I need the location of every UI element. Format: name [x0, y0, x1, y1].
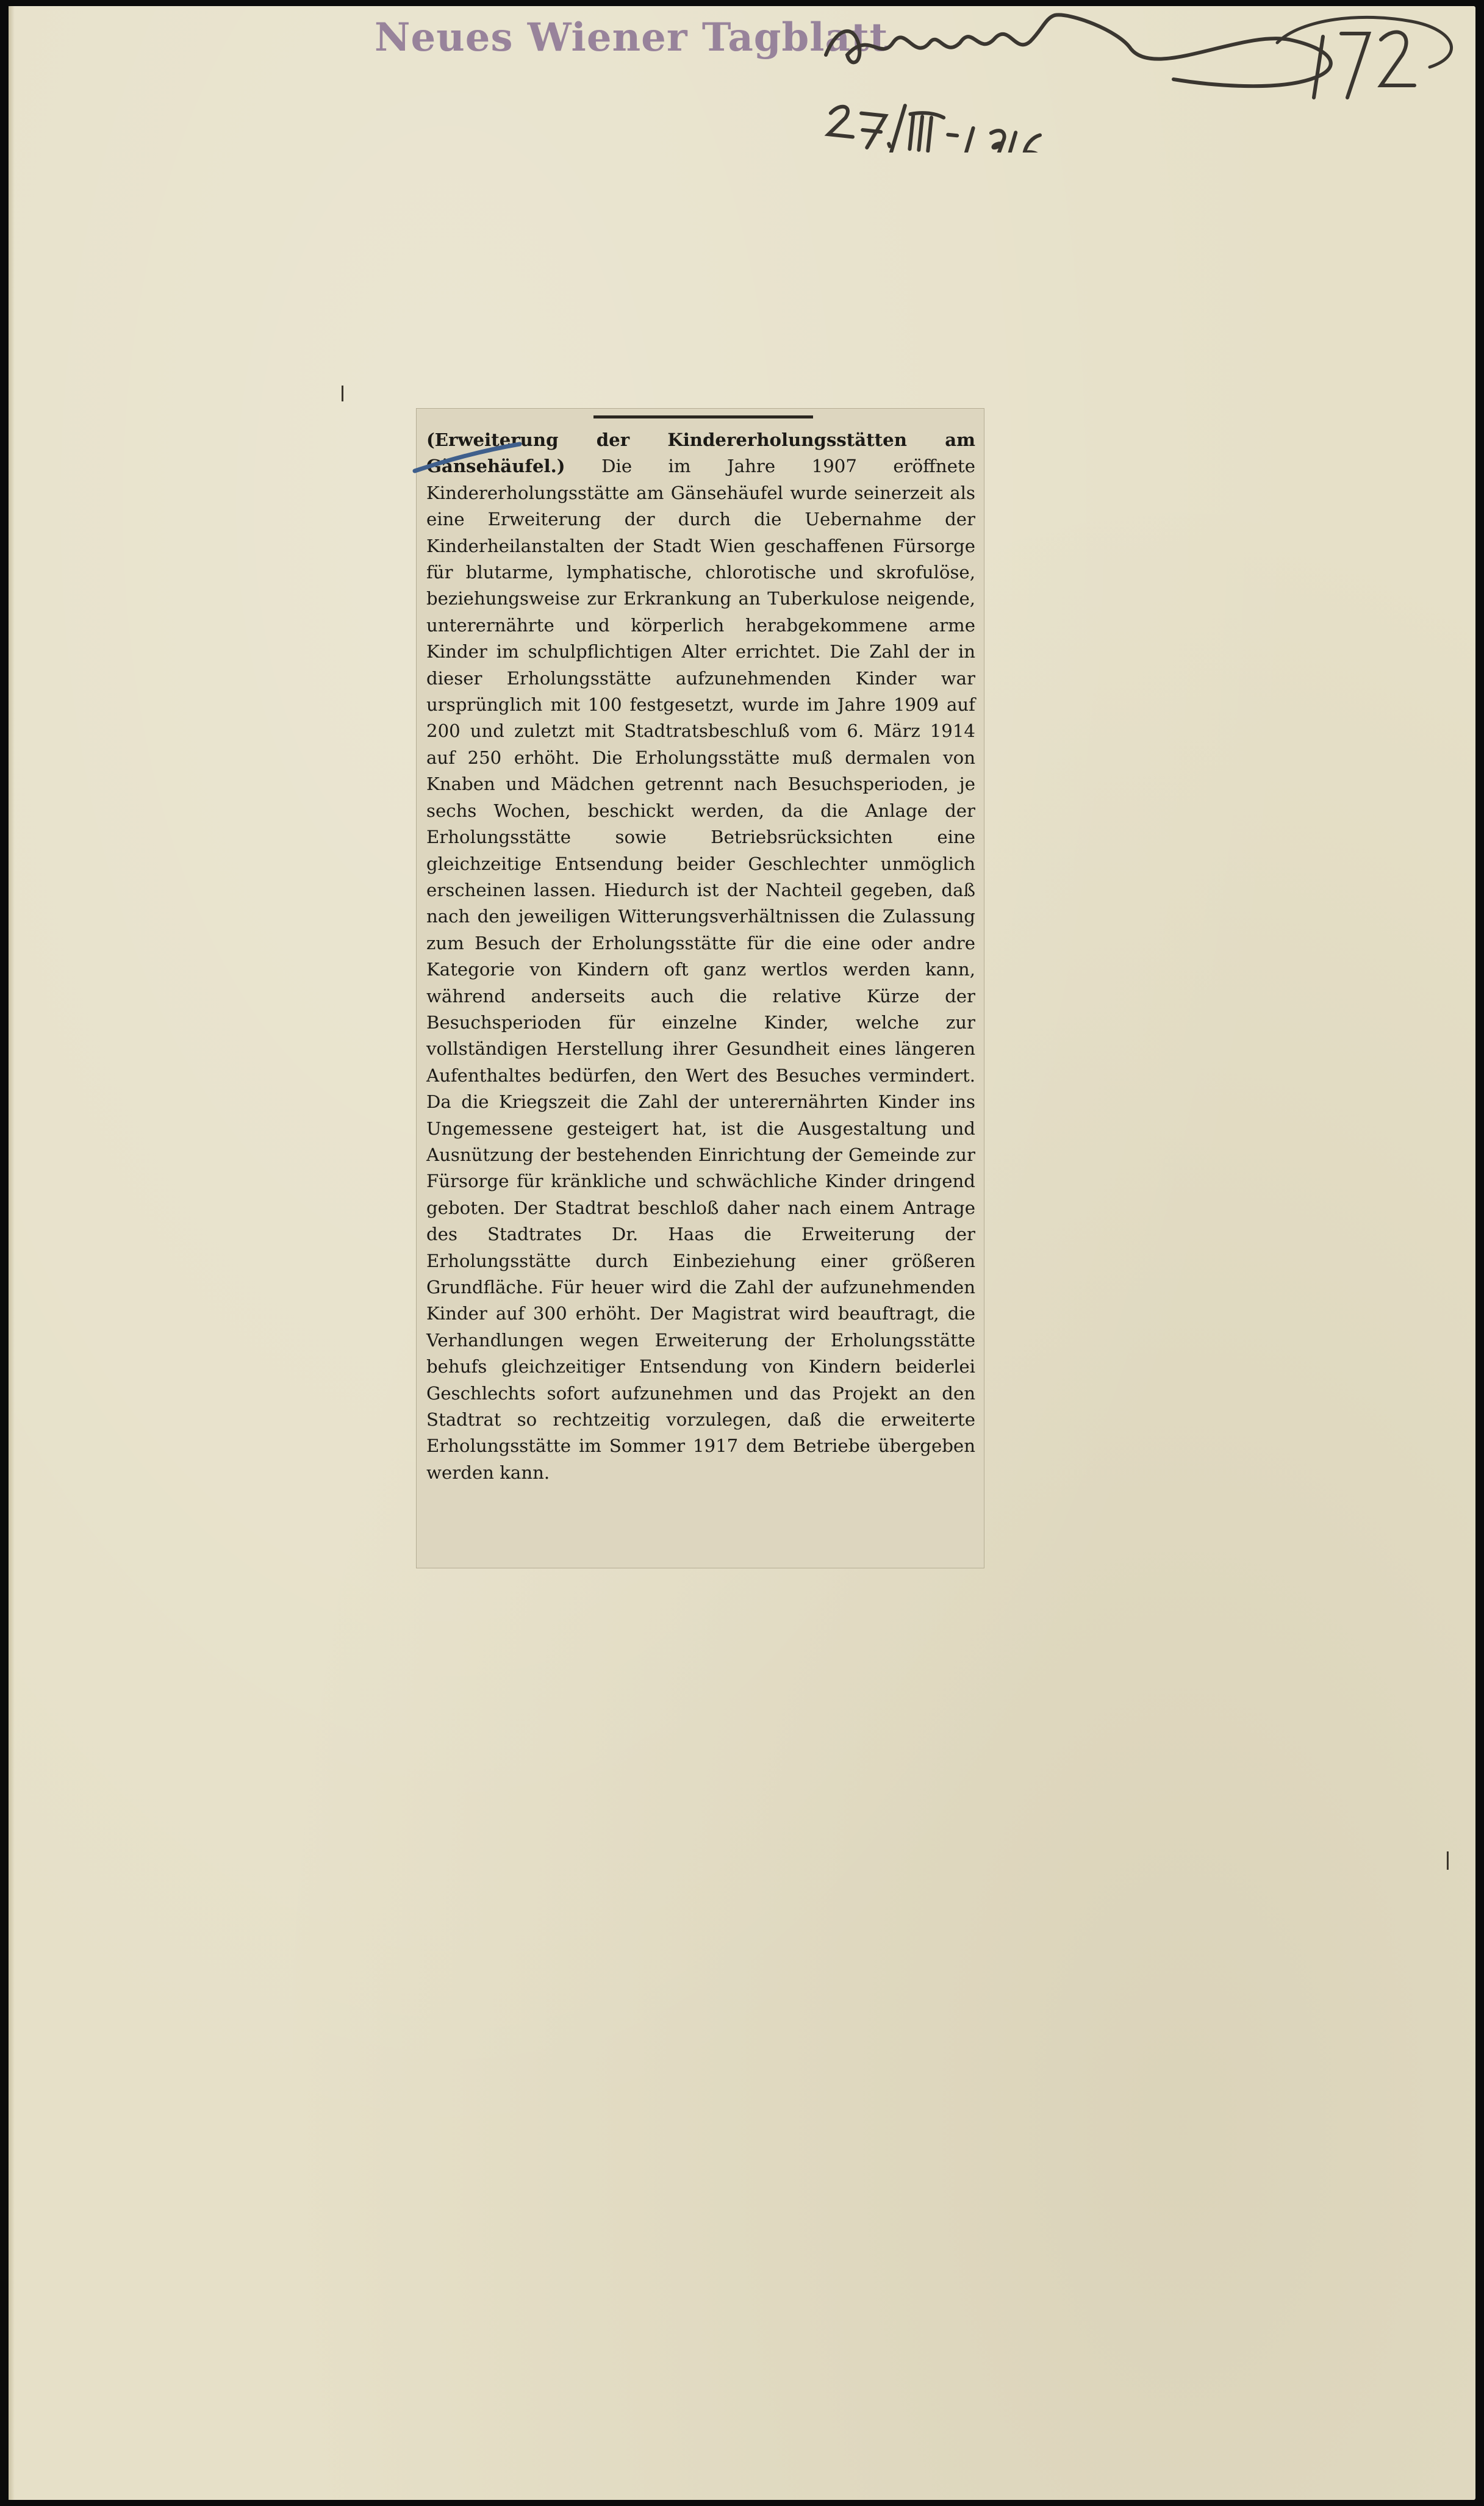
newspaper-clipping [417, 409, 984, 1568]
top-rule [593, 415, 813, 418]
article-heading: (Erweiterung der Kindererholungsstätten am Gänsehäufel.) [426, 429, 975, 477]
article-body: Die im Jahre 1907 eröffnete Kindererholungsstätte am Gänsehäufel wurde seinerzeit als eine Erweiterung der durch die Uebernahme der Kinderheilanstalten der Stadt Wien geschaffenen Fürsorge für blutarme, lymphatische, chlorotische und skrofulöse, beziehungsweise zur Erkrankung an Tuberkulose neigende, unterernährte und körperlich herabgekommene arme Kinder im schulpflichtigen Alter errichtet. Die Zahl der in dieser Erholungsstätte aufzunehmenden Kinder war ursprünglich mit 100 festgesetzt, wurde im Jahre 1909 auf 200 und zuletzt mit Stadtratsbeschluß vom 6. März 1914 auf 250 erhöht. Die Erholungsstätte muß dermalen von Knaben und Mädchen getrennt nach Besuchsperioden, je sechs Wochen, beschickt werden, da die Anlage der Erholungsstätte sowie Betriebsrücksichten eine gleichzeitige Entsendung beider Geschlechter unmöglich erscheinen lassen. Hiedurch ist der Nachteil gegeben, daß nach den jeweiligen Witterungsverhältnissen die Zulassung zum Besuch der Erholungsstätte für die eine oder andre Kategorie von Kindern oft ganz wertlos werden kann, während anderseits auch die relative Kürze der Besuchsperioden für einzelne Kinder, welche zur vollständigen Herstellung ihrer Gesundheit eines längeren Aufenthaltes bedürfen, den Wert des Besuches vermindert. Da die Kriegszeit die Zahl der unterernährten Kinder ins Ungemessene gesteigert hat, ist die Ausgestaltung und Ausnützung der bestehenden Einrichtung der Gemeinde zur Fürsorge für kränkliche und schwächliche Kinder dringend geboten. Der Stadtrat beschloß daher nach einem Antrage des Stadtrates Dr. Haas die Erweiterung der Erholungsstätte durch Einbeziehung einer größeren Grundfläche. Für heuer wird die Zahl der aufzunehmenden Kinder auf 300 erhöht. Der Magistrat wird beauftragt, die Verhandlungen wegen Erweiterung der Erholungsstätte behufs gleichzeitiger Entsendung von Kindern beiderlei Geschlechts sofort aufzunehmen und das Projekt an den Stadtrat so rechtzeitig vorzulegen, daß die erweiterte Erholungsstätte im Sommer 1917 dem Betriebe übergeben werden kann. [426, 456, 975, 1483]
handwritten-annotation [814, 6, 1472, 153]
margin-tick-right [1447, 1851, 1449, 1870]
blue-pencil-mark [410, 439, 526, 476]
sheet-edge-shadow [9, 6, 15, 2500]
handwritten-word [826, 15, 1331, 86]
article-text [426, 427, 975, 1486]
handwritten-folio [1277, 17, 1452, 98]
handwritten-date [827, 98, 1044, 153]
margin-tick-left [342, 386, 343, 401]
newspaper-stamp: Neues Wiener Tagblatt [375, 15, 889, 60]
